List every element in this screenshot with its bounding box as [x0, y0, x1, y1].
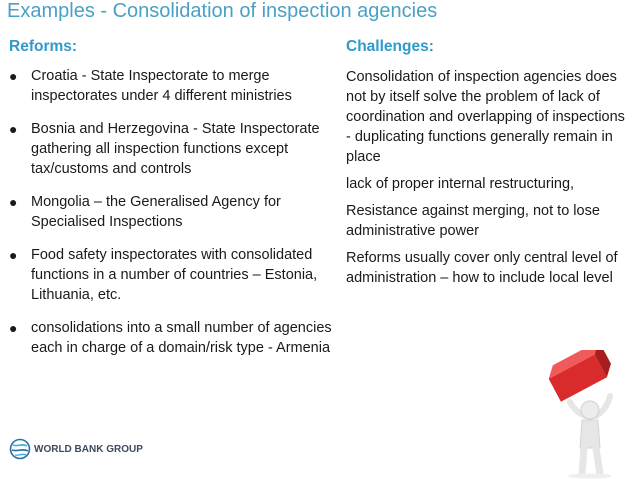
bullet-icon: ● — [9, 194, 18, 210]
reform-text: Croatia - State Inspectorate to merge inspectorates under 4 different ministries — [31, 68, 292, 104]
challenge-paragraph: Resistance against merging, not to lose administrative power — [346, 203, 600, 239]
person-lifting-block-icon — [540, 350, 638, 479]
challenges-list — [346, 67, 631, 295]
bullet-icon: ● — [9, 68, 18, 84]
list-item — [9, 192, 339, 232]
globe-icon — [9, 438, 31, 460]
reforms-list — [9, 66, 339, 371]
challenges-heading: Challenges: — [346, 38, 434, 55]
reform-text: Bosnia and Herzegovina - State Inspectorate gathering all inspection functions except tax/customs and controls — [31, 121, 320, 177]
challenge-paragraph: Consolidation of inspection agencies does not by itself solve the problem of lack of coordination and overlapping of inspections - duplicating functions generally remain in place — [346, 69, 625, 165]
logo-text: WORLD BANK GROUP — [34, 443, 143, 455]
bullet-icon: ● — [9, 247, 18, 263]
challenge-paragraph: Reforms usually cover only central level of administration – how to include local level — [346, 250, 618, 286]
world-bank-logo — [9, 438, 143, 460]
list-item — [9, 119, 339, 179]
reform-text: consolidations into a small number of agencies each in charge of a domain/risk type - Armenia — [31, 320, 332, 356]
page-title: Examples - Consolidation of inspection agencies — [7, 0, 438, 22]
bullet-icon: ● — [9, 121, 18, 137]
challenge-paragraph: lack of proper internal restructuring, — [346, 176, 575, 192]
reforms-heading: Reforms: — [9, 38, 78, 55]
reform-text: Food safety inspectorates with consolidated functions in a number of countries – Estonia, Lithuania, etc. — [31, 247, 318, 303]
list-item — [9, 66, 339, 106]
list-item — [9, 245, 339, 305]
bullet-icon: ● — [9, 320, 18, 336]
reform-text: Mongolia – the Generalised Agency for Specialised Inspections — [31, 194, 281, 230]
list-item — [9, 318, 339, 358]
